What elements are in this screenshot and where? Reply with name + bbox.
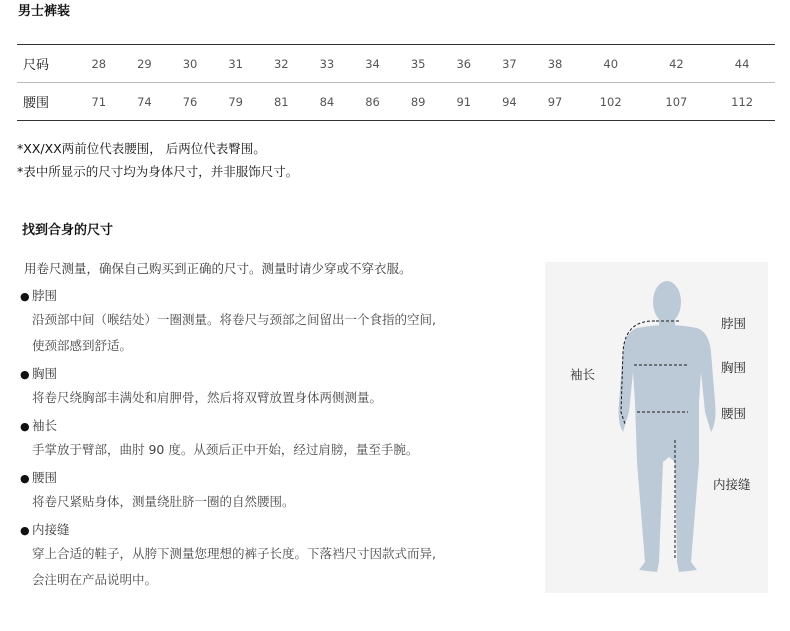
bullet-icon: ● [20, 420, 30, 433]
bullet-icon: ● [20, 524, 30, 537]
description-line: 使颈部感到舒适。 [32, 338, 133, 353]
size-notes [17, 137, 298, 183]
table-cell: 33 [319, 56, 335, 71]
description-line: 手掌放于臂部，曲肘 90 度。从颈后正中开始，经过肩膀，量至手腕。 [32, 442, 419, 457]
body-silhouette-icon [545, 262, 768, 593]
table-cell: 40 [603, 56, 619, 71]
description-line: 将卷尺紧贴身体，测量绕肚脐一圈的自然腰围。 [32, 494, 295, 509]
table-cell: 86 [365, 94, 380, 109]
item-title: 袖长 [32, 418, 58, 433]
size-table [17, 44, 775, 121]
inseam-label: 内接缝 [713, 477, 751, 492]
row-header: 腰围 [23, 96, 50, 111]
body-measurement-figure [545, 262, 768, 593]
neck-label: 脖围 [721, 316, 747, 331]
table-cell: 28 [91, 56, 107, 71]
note: *XX/XX两前位代表腰围， 后两位代表臀围。 [17, 141, 266, 156]
table-cell: 102 [599, 94, 622, 109]
bullet-icon: ● [20, 472, 30, 485]
section-title: 找到合身的尺寸 [22, 223, 114, 238]
item-description [20, 385, 520, 411]
table-cell: 81 [273, 94, 289, 109]
table-cell: 84 [319, 94, 335, 109]
table-cell: 107 [665, 94, 688, 109]
table-cell: 29 [137, 56, 152, 71]
measurement-list [20, 285, 520, 597]
description-line: 沿颈部中间（喉结处）一圈测量。将卷尺与颈部之间留出一个食指的空间, [32, 312, 436, 327]
table-cell: 71 [91, 94, 107, 109]
bullet-icon: ● [20, 290, 30, 303]
table-cell: 35 [410, 56, 426, 71]
table-cell: 42 [669, 56, 684, 71]
table-cell: 32 [273, 56, 289, 71]
description-line: 会注明在产品说明中。 [32, 572, 158, 587]
table-row [17, 45, 775, 83]
sleeve-label: 袖长 [570, 367, 596, 382]
bullet-icon: ● [20, 368, 30, 381]
description-line: 将卷尺绕胸部丰满处和肩胛骨，然后将双臂放置身体两侧测量。 [32, 390, 383, 405]
table-cell: 94 [502, 94, 517, 109]
item-title: 胸围 [32, 366, 58, 381]
table-cell: 38 [547, 56, 563, 71]
table-cell: 76 [182, 94, 198, 109]
item-title: 腰围 [32, 470, 58, 485]
page-title: 男士裤装 [18, 4, 71, 19]
table-cell: 89 [410, 94, 426, 109]
row-header: 尺码 [23, 58, 50, 73]
table-cell: 91 [456, 94, 472, 109]
waist-label: 腰围 [721, 406, 747, 421]
table-cell: 112 [731, 94, 754, 109]
description-line: 穿上合适的鞋子，从胯下测量您理想的裤子长度。下落裆尺寸因款式而异, [32, 546, 436, 561]
table-cell: 74 [137, 94, 152, 109]
item-title: 内接缝 [32, 522, 70, 537]
table-cell: 79 [228, 94, 243, 109]
table-cell: 31 [228, 56, 243, 71]
table-row [17, 83, 775, 121]
item-description [20, 307, 520, 359]
chest-label: 胸围 [721, 360, 747, 375]
table-cell: 34 [365, 56, 380, 71]
item-title: 脖围 [32, 288, 58, 303]
item-description [20, 437, 520, 463]
table-cell: 44 [734, 56, 750, 71]
table-cell: 37 [502, 56, 517, 71]
item-description [20, 489, 520, 515]
table-cell: 36 [456, 56, 472, 71]
note: *表中所显示的尺寸均为身体尺寸，并非服饰尺寸。 [17, 164, 299, 179]
table-cell: 97 [547, 94, 563, 109]
intro-text: 用卷尺测量，确保自己购买到正确的尺寸。测量时请少穿或不穿衣服。 [24, 261, 412, 276]
table-cell: 30 [182, 56, 198, 71]
item-description [20, 541, 520, 593]
